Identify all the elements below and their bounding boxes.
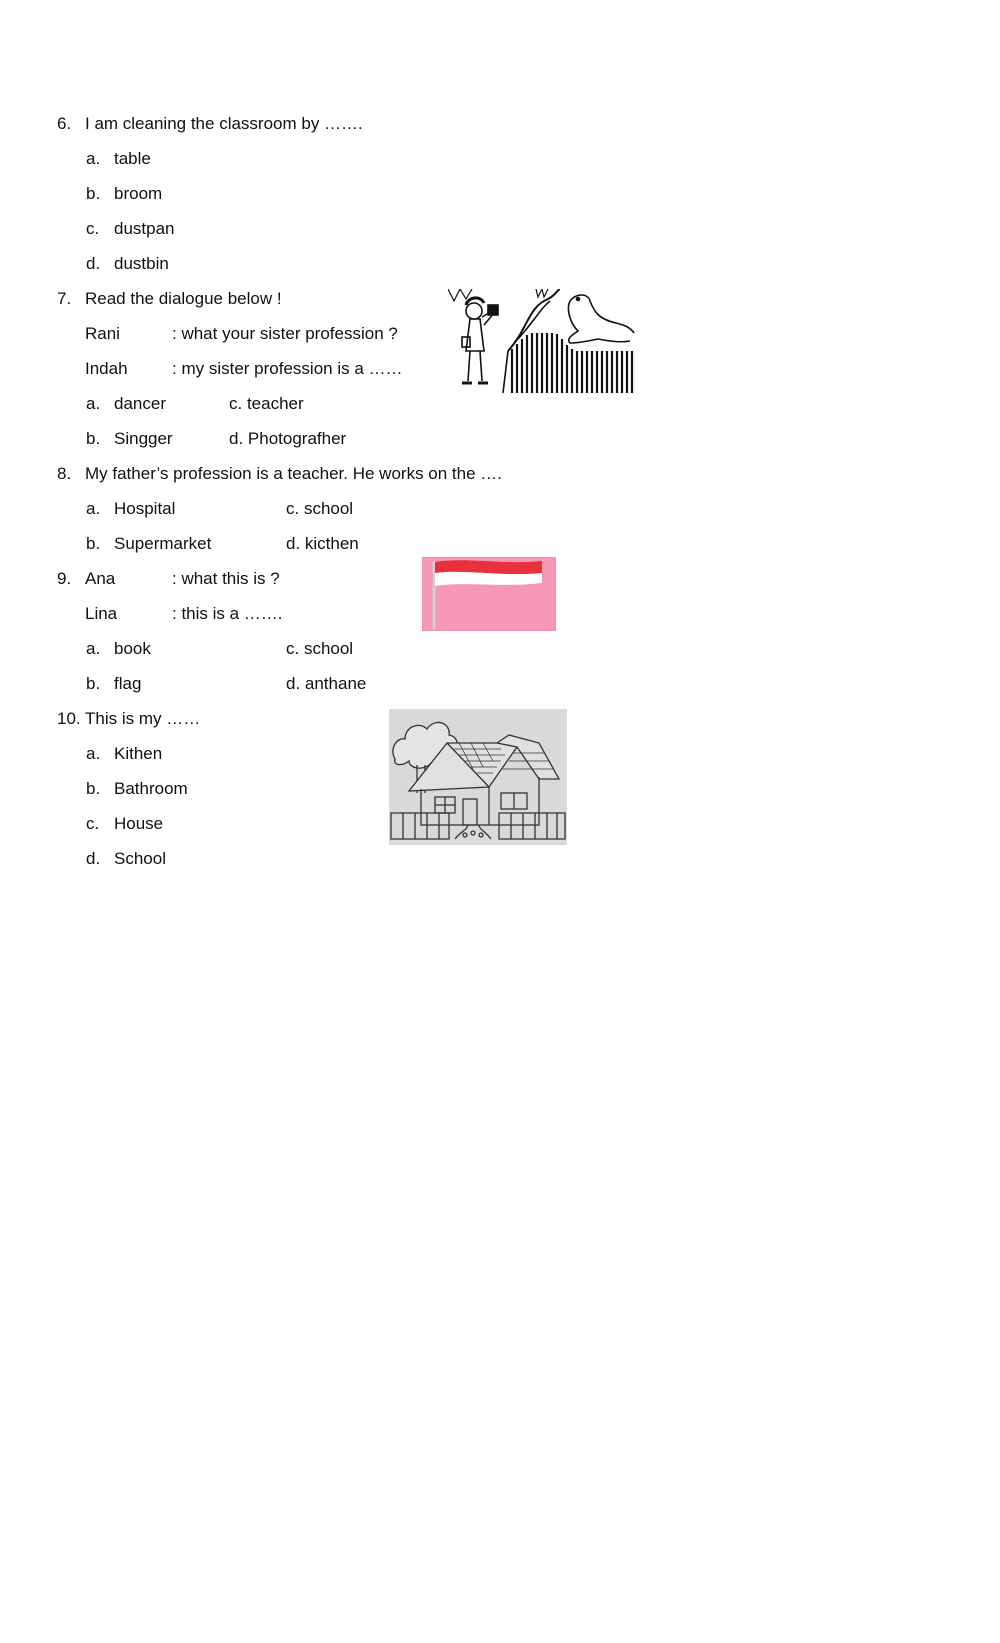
- photographer-at-zoo-icon: [448, 289, 636, 397]
- dialogue-speaker: Ana: [85, 569, 116, 588]
- question-number: 8.: [57, 464, 72, 483]
- indonesian-flag-icon: [422, 557, 556, 631]
- question-number: 9.: [57, 569, 72, 588]
- dialogue-line: : my sister profession is a ……: [172, 359, 403, 378]
- option-letter: d.: [86, 254, 101, 273]
- question-text: My father’s profession is a teacher. He works on the ….: [85, 464, 503, 483]
- option-text: c. teacher: [229, 394, 304, 413]
- option-letter: b.: [86, 534, 101, 553]
- option-text: table: [114, 149, 151, 168]
- dialogue-speaker: Lina: [85, 604, 118, 623]
- option-text: d. kicthen: [286, 534, 359, 553]
- option-text: House: [114, 814, 164, 833]
- option-text: School: [114, 849, 166, 868]
- house-icon: [389, 709, 567, 845]
- option-letter: c.: [86, 814, 100, 833]
- question-number: 7.: [57, 289, 72, 308]
- option-letter: a.: [86, 499, 101, 518]
- option-letter: d.: [86, 849, 101, 868]
- option-text: flag: [114, 674, 142, 693]
- option-text: c. school: [286, 639, 354, 658]
- option-text: Kithen: [114, 744, 163, 763]
- option-text: d. anthane: [286, 674, 367, 693]
- option-letter: b.: [86, 779, 101, 798]
- dialogue-line: : what your sister profession ?: [172, 324, 398, 343]
- option-letter: b.: [86, 184, 101, 203]
- option-letter: a.: [86, 744, 101, 763]
- option-letter: b.: [86, 674, 101, 693]
- option-text: d. Photografher: [229, 429, 347, 448]
- dialogue-line: : this is a …….: [172, 604, 283, 623]
- dialogue-line: : what this is ?: [172, 569, 280, 588]
- dialogue-speaker: Indah: [85, 359, 128, 378]
- option-letter: a.: [86, 639, 101, 658]
- option-letter: b.: [86, 429, 101, 448]
- option-letter: c.: [86, 219, 100, 238]
- option-text: Bathroom: [114, 779, 188, 798]
- dialogue-speaker: Rani: [85, 324, 120, 343]
- option-text: dustpan: [114, 219, 175, 238]
- option-text: c. school: [286, 499, 354, 518]
- option-text: book: [114, 639, 151, 658]
- option-letter: a.: [86, 394, 101, 413]
- question-number: 6.: [57, 114, 72, 133]
- option-text: Supermarket: [114, 534, 212, 553]
- question-text: I am cleaning the classroom by …….: [85, 114, 363, 133]
- question-number: 10.: [57, 709, 81, 728]
- option-text: dancer: [114, 394, 166, 413]
- option-text: Singger: [114, 429, 173, 448]
- option-text: broom: [114, 184, 163, 203]
- option-text: Hospital: [114, 499, 176, 518]
- question-text: This is my ……: [85, 709, 201, 728]
- question-text: Read the dialogue below !: [85, 289, 282, 308]
- option-letter: a.: [86, 149, 101, 168]
- option-text: dustbin: [114, 254, 169, 273]
